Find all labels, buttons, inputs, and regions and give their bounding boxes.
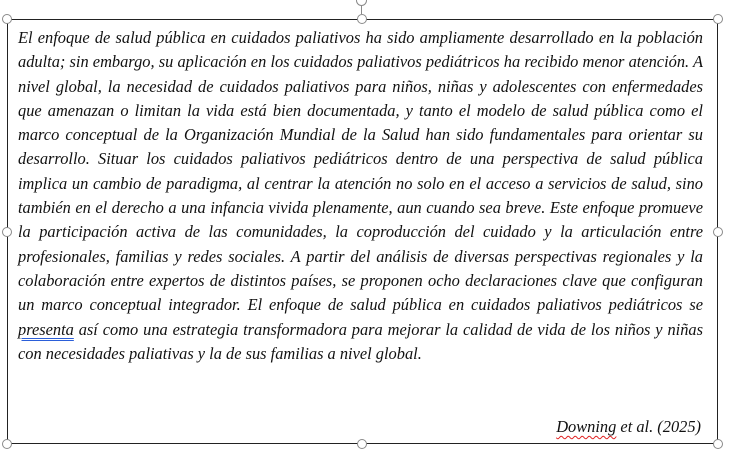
citation-rest: et al. (2025) bbox=[616, 417, 701, 436]
spelling-flagged-word[interactable]: Downing bbox=[556, 417, 617, 436]
resize-handle-top-right[interactable] bbox=[713, 14, 723, 24]
rotation-handle[interactable] bbox=[356, 0, 367, 6]
citation bbox=[556, 417, 701, 437]
resize-handle-bottom-center[interactable] bbox=[357, 439, 367, 449]
resize-handle-bottom-left[interactable] bbox=[2, 439, 12, 449]
paragraph-text-end: así como una estrategia transformadora para mejorar la calidad de vida de los niños y niñas con necesidades paliativas y la de sus familias a nivel global. bbox=[18, 319, 703, 363]
resize-handle-bottom-right[interactable] bbox=[713, 439, 723, 449]
text-box[interactable] bbox=[7, 19, 718, 444]
text-box-paragraph[interactable] bbox=[18, 26, 703, 366]
resize-handle-top-center[interactable] bbox=[357, 14, 367, 24]
paragraph-text-start: El enfoque de salud pública en cuidados paliativos ha sido ampliamente desarrollado en la población adulta; sin embargo, su aplicación en los cuidados paliativos pediátricos ha recibido menor atención. A nivel global, la necesidad de cuidados paliativos para niños, niñas y adolescentes con enfermedades que amenazan o limitan la vida está bien documentada, y tanto el modelo de salud pública como el marco conceptual de la Organización Mundial de la Salud han sido fundamentales para orientar su desarrollo. Situar los cuidados paliativos pediátricos dentro de una perspectiva de salud pública implica un cambio de paradigma, al centrar la atención no solo en el acceso a servicios de salud, sino también en el derecho a una infancia vivida plenamente, aun cuando sea breve. Este enfoque promueve la participación activa de las comunidades, la coproducción del cuidado y la articulación entre profesionales, familias y redes sociales. A partir del análisis de diversas perspectivas regionales y la colaboración entre expertos de distintos países, se proponen ocho declaraciones clave que configuran un marco conceptual integrador. El enfoque de salud pública en cuidados paliativos pediátricos se bbox=[18, 28, 703, 315]
resize-handle-top-left[interactable] bbox=[2, 14, 12, 24]
grammar-flagged-word[interactable]: presenta bbox=[18, 319, 74, 339]
resize-handle-middle-right[interactable] bbox=[713, 227, 723, 237]
resize-handle-middle-left[interactable] bbox=[2, 227, 12, 237]
